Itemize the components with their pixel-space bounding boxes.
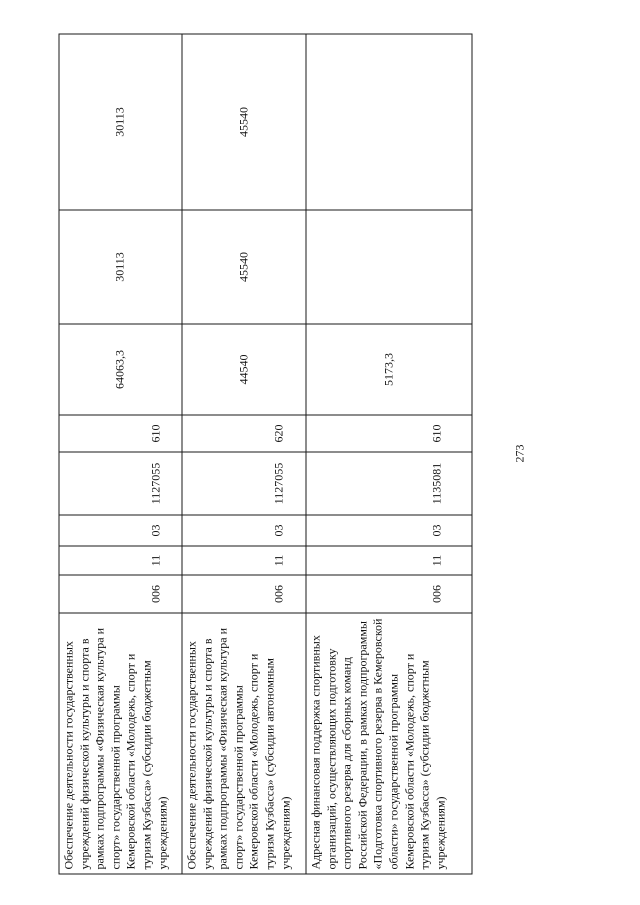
amount-2014-cell: 44540 — [182, 324, 306, 415]
subsection-code: 03 — [147, 524, 162, 536]
subsection-code: 03 — [271, 524, 286, 536]
ministry-code: 006 — [147, 584, 162, 603]
page-number: 273 — [512, 444, 527, 462]
expense-type-cell — [306, 415, 472, 452]
description-text: Адресная финансовая поддержка спортивных организаций, осуществляющих подготовку спортивного резерва для сборных команд Российской Федерации, в рамках подпрограммы «Подготовка спортивного резерва в Кемеровской области» государственной программы Кемеровской области «Молодежь, спорт и туризм Кузбасса» (субсидии бюджетным учреждениям) — [308, 618, 447, 869]
section-cell — [306, 546, 472, 575]
target-article-cell — [306, 452, 472, 515]
expense-type-cell — [182, 415, 306, 452]
amount-2014-cell: 5173,3 — [306, 324, 472, 415]
amount-2014-cell: 64063,3 — [59, 324, 182, 415]
subsection-code: 03 — [428, 524, 443, 536]
subsection-cell — [59, 515, 182, 546]
table-row — [306, 34, 472, 874]
table-row — [59, 34, 182, 874]
description-text: Обеспечение деятельности государственных учреждений физической культуры и спорта в рамках подпрограммы «Физическая культура и спорт» государственной программы Кемеровской области «Молодежь, спорт и туризм Кузбасса» (субсидии автономным учреждениям) — [184, 627, 292, 869]
ministry-code: 006 — [271, 584, 286, 603]
expense-type-code: 610 — [428, 424, 443, 442]
target-article-code: 1127055 — [271, 462, 286, 504]
target-article-code: 1135081 — [428, 462, 443, 504]
section-cell — [59, 546, 182, 575]
ministry-cell — [306, 575, 472, 613]
target-article-code: 1127055 — [147, 462, 162, 504]
amount-2016-cell: 30113 — [59, 34, 182, 210]
ministry-code: 006 — [428, 584, 443, 603]
budget-table-frame — [58, 34, 471, 874]
budget-table — [58, 33, 472, 874]
description-cell — [59, 613, 182, 874]
table-row — [182, 34, 306, 874]
section-code: 11 — [428, 554, 443, 566]
expense-type-code: 620 — [271, 424, 286, 442]
description-text: Обеспечение деятельности государственных учреждений физической культуры и спорта в рамках подпрограммы «Физическая культура и спорт» государственной программы Кемеровской области «Молодежь, спорт и туризм Кузбасса» (субсидии бюджетным учреждениям) — [61, 627, 169, 869]
target-article-cell — [182, 452, 306, 515]
description-cell — [306, 613, 472, 874]
amount-2016-cell: 45540 — [182, 34, 306, 210]
description-cell — [182, 613, 306, 874]
ministry-cell — [182, 575, 306, 613]
ministry-cell — [59, 575, 182, 613]
amount-2015-cell: 45540 — [182, 210, 306, 324]
subsection-cell — [182, 515, 306, 546]
amount-2015-cell: 30113 — [59, 210, 182, 324]
amount-2015-cell — [306, 210, 472, 324]
page-number-wrap — [510, 438, 530, 468]
expense-type-code: 610 — [147, 424, 162, 442]
amount-2016-cell — [306, 34, 472, 210]
subsection-cell — [306, 515, 472, 546]
section-code: 11 — [147, 554, 162, 566]
section-cell — [182, 546, 306, 575]
target-article-cell — [59, 452, 182, 515]
section-code: 11 — [271, 554, 286, 566]
expense-type-cell — [59, 415, 182, 452]
